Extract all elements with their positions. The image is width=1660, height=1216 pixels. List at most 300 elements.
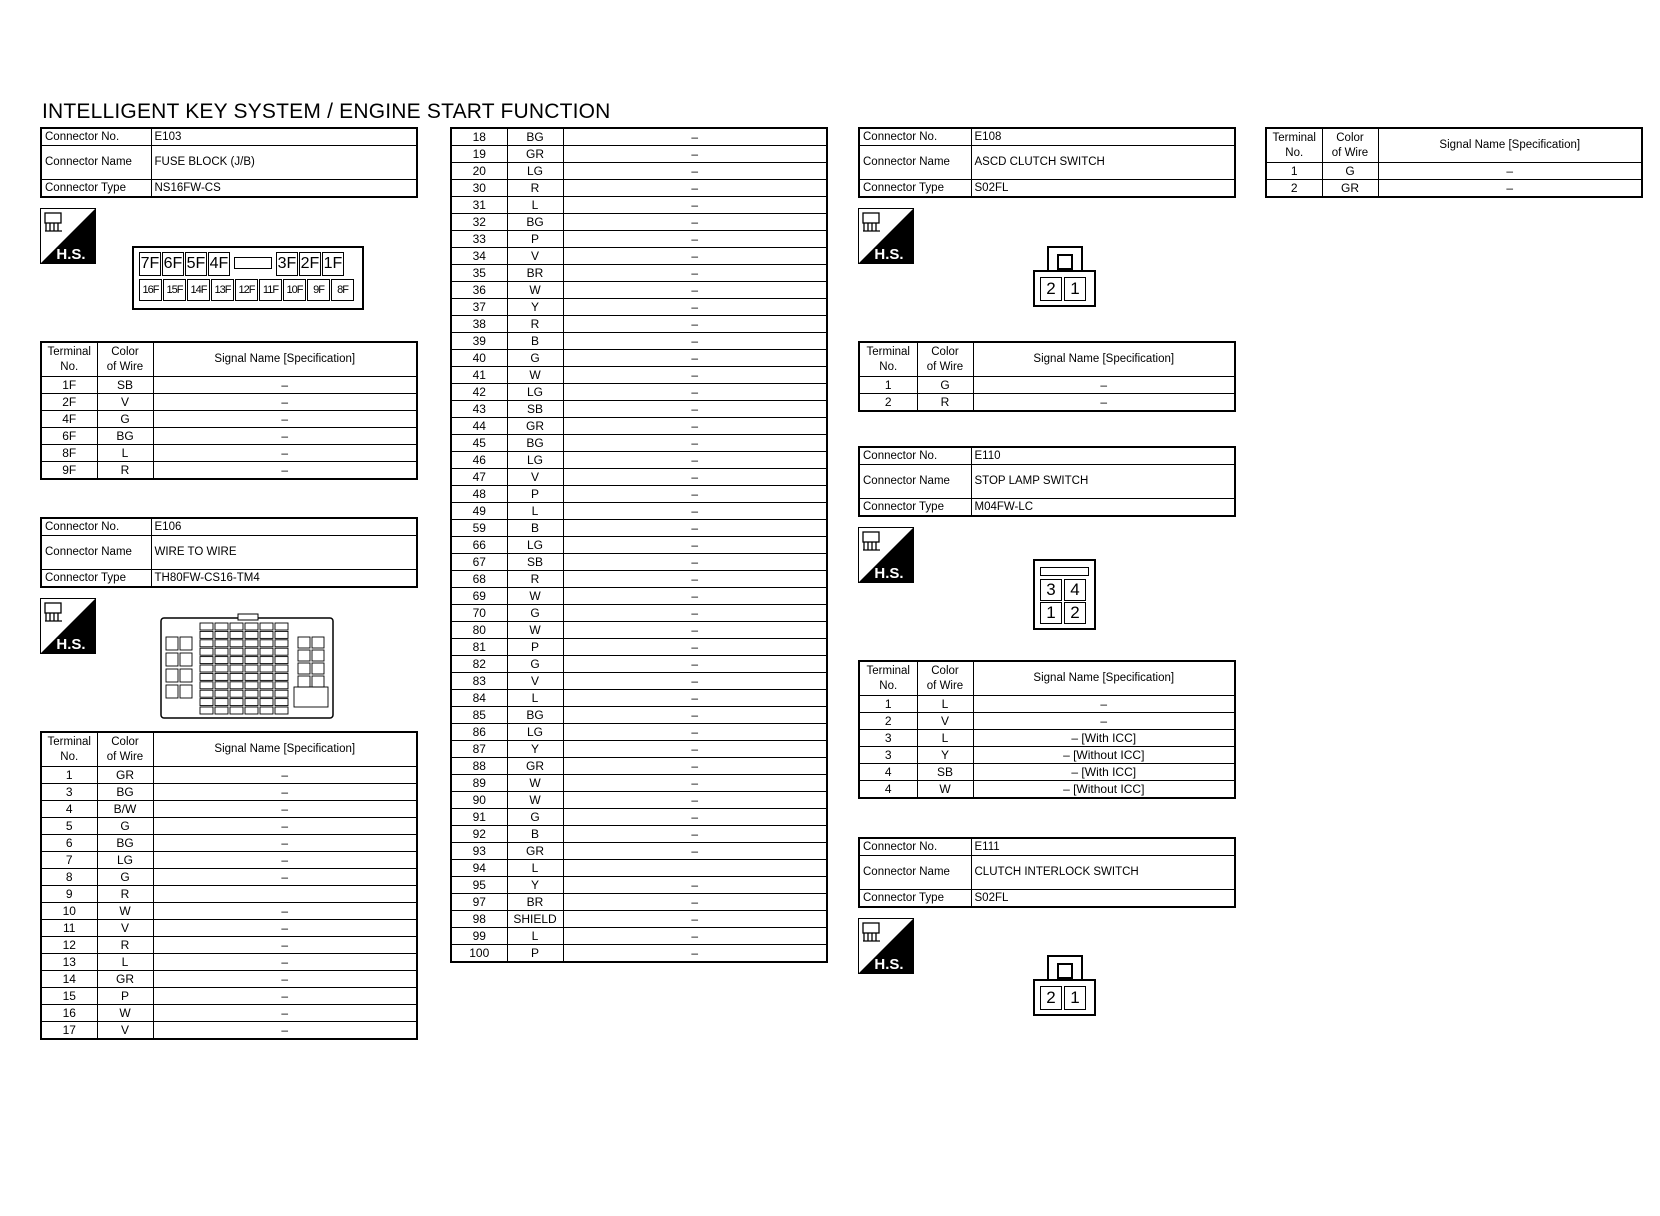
table-row — [451, 724, 827, 741]
signal-name: – — [153, 1005, 417, 1022]
terminal-no: 42 — [451, 384, 507, 401]
header-line: No. — [879, 360, 898, 373]
terminal-no-header — [1266, 128, 1322, 163]
hs-connector-icon — [858, 527, 914, 583]
terminal-no: 89 — [451, 775, 507, 792]
table-row — [41, 1005, 417, 1022]
header-line: of Wire — [106, 750, 144, 763]
terminal-no: 93 — [451, 843, 507, 860]
e111-header-table — [858, 837, 1236, 908]
terminal-no: 44 — [451, 418, 507, 435]
connector-name-label: Connector Name — [41, 146, 151, 180]
table-row — [451, 945, 827, 963]
wire-color: Y — [507, 741, 563, 758]
table-row — [451, 911, 827, 928]
table-row — [451, 367, 827, 384]
wire-color: LG — [507, 163, 563, 180]
table-row — [451, 894, 827, 911]
wire-color: G — [507, 605, 563, 622]
terminal-cell: 3 — [1040, 579, 1062, 601]
wire-color: GR — [97, 767, 153, 784]
header-line: No. — [879, 679, 898, 692]
wire-color: V — [507, 248, 563, 265]
terminal-no: 59 — [451, 520, 507, 537]
connector-type-label: Connector Type — [859, 890, 971, 908]
connector-type-label: Connector Type — [41, 570, 151, 588]
table-row — [451, 554, 827, 571]
table-row — [451, 316, 827, 333]
connector-name-value: FUSE BLOCK (J/B) — [151, 146, 417, 180]
signal-name: – — [153, 767, 417, 784]
signal-name: – — [563, 486, 827, 503]
wire-color: L — [97, 445, 153, 462]
terminal-no: 84 — [451, 690, 507, 707]
terminal-cell: 7F — [139, 252, 161, 276]
connector-type-label: Connector Type — [859, 499, 971, 517]
e106-terminal-table-continued — [450, 127, 828, 963]
wire-color: BG — [97, 428, 153, 445]
signal-name: – — [563, 554, 827, 571]
wire-color: SB — [917, 764, 973, 781]
signal-name: – — [563, 792, 827, 809]
table-row — [451, 673, 827, 690]
signal-name: – — [153, 869, 417, 886]
table-row — [451, 792, 827, 809]
table-row — [41, 852, 417, 869]
wire-color: BG — [97, 835, 153, 852]
wire-color: V — [917, 713, 973, 730]
table-row — [451, 605, 827, 622]
signal-name: – — [563, 639, 827, 656]
terminal-no: 69 — [451, 588, 507, 605]
signal-name: – [With ICC] — [973, 764, 1235, 781]
terminal-no: 10 — [41, 903, 97, 920]
table-row — [451, 656, 827, 673]
terminal-cell: 13F — [211, 279, 234, 301]
e110-header-table — [858, 446, 1236, 517]
table-row — [859, 377, 1235, 394]
signal-name: – — [153, 920, 417, 937]
signal-name: – — [153, 852, 417, 869]
table-row — [41, 428, 417, 445]
connector-no-label: Connector No. — [41, 128, 151, 146]
terminal-no: 94 — [451, 860, 507, 877]
signal-name-header: Signal Name [Specification] — [153, 342, 417, 377]
table-row — [451, 265, 827, 282]
table-row — [451, 928, 827, 945]
connector-type-value: TH80FW-CS16-TM4 — [151, 570, 417, 588]
wire-color: B — [507, 333, 563, 350]
table-header-row — [41, 342, 417, 377]
wire-color: R — [507, 180, 563, 197]
terminal-cell: 2 — [1040, 986, 1062, 1010]
wire-color: LG — [507, 537, 563, 554]
connector-name-label: Connector Name — [859, 465, 971, 499]
wire-color: Y — [507, 299, 563, 316]
terminal-no: 4 — [41, 801, 97, 818]
wire-color: L — [917, 730, 973, 747]
header-line: Color — [1336, 131, 1364, 144]
wire-color: B — [507, 826, 563, 843]
connector-no-label: Connector No. — [859, 447, 971, 465]
table-row — [1266, 180, 1642, 198]
wire-color: W — [507, 775, 563, 792]
signal-name-header: Signal Name [Specification] — [153, 732, 417, 767]
signal-name: – — [153, 784, 417, 801]
table-row — [451, 537, 827, 554]
terminal-cell: 11F — [259, 279, 282, 301]
table-row — [451, 486, 827, 503]
signal-name: – — [153, 411, 417, 428]
table-row — [41, 462, 417, 480]
signal-name: – — [563, 128, 827, 146]
signal-name: – [Without ICC] — [973, 747, 1235, 764]
table-row — [859, 696, 1235, 713]
connector-name-value: WIRE TO WIRE — [151, 536, 417, 570]
terminal-no: 5 — [41, 818, 97, 835]
connector-no-value: E108 — [971, 128, 1235, 146]
wire-color: Y — [507, 877, 563, 894]
wire-color: BG — [507, 707, 563, 724]
table-row — [451, 843, 827, 860]
wire-color: G — [507, 656, 563, 673]
terminal-no: 31 — [451, 197, 507, 214]
signal-name: – — [563, 826, 827, 843]
terminal-cell: 4F — [208, 252, 230, 276]
terminal-no: 3 — [41, 784, 97, 801]
signal-name: – — [563, 299, 827, 316]
table-row — [451, 639, 827, 656]
table-row — [41, 377, 417, 394]
terminal-no: 37 — [451, 299, 507, 316]
signal-name: – [Without ICC] — [973, 781, 1235, 799]
signal-name: – — [153, 394, 417, 411]
wire-color: G — [917, 377, 973, 394]
terminal-no: 15 — [41, 988, 97, 1005]
signal-name: – — [563, 673, 827, 690]
signal-name: – — [563, 231, 827, 248]
hs-label: H.S. — [874, 956, 904, 973]
signal-name-header: Signal Name [Specification] — [973, 342, 1235, 377]
table-header-row — [41, 732, 417, 767]
signal-name — [563, 860, 827, 877]
wire-color: L — [507, 928, 563, 945]
connector-type-label: Connector Type — [859, 180, 971, 198]
signal-name: – — [563, 248, 827, 265]
terminal-cell: 6F — [162, 252, 184, 276]
table-row — [451, 503, 827, 520]
table-row — [41, 954, 417, 971]
wire-color: Y — [917, 747, 973, 764]
terminal-no: 34 — [451, 248, 507, 265]
wire-color: GR — [97, 971, 153, 988]
wire-color: GR — [507, 146, 563, 163]
terminal-no: 16 — [41, 1005, 97, 1022]
signal-name: – — [563, 877, 827, 894]
table-row — [451, 758, 827, 775]
wire-color: L — [97, 954, 153, 971]
table-row — [451, 775, 827, 792]
hs-label: H.S. — [874, 246, 904, 263]
table-row — [41, 971, 417, 988]
signal-name: – — [563, 945, 827, 963]
color-of-wire-header — [917, 661, 973, 696]
color-of-wire-header — [97, 732, 153, 767]
wire-color: G — [97, 818, 153, 835]
table-row — [451, 146, 827, 163]
terminal-no: 19 — [451, 146, 507, 163]
header-line: Color — [931, 345, 959, 358]
connector-type-value: S02FL — [971, 180, 1235, 198]
wire-color: V — [507, 673, 563, 690]
terminal-cell: 15F — [163, 279, 186, 301]
wire-color: V — [507, 469, 563, 486]
empty-slot — [231, 252, 273, 274]
wire-color: R — [507, 316, 563, 333]
table-row — [451, 741, 827, 758]
table-row — [41, 818, 417, 835]
table-row — [451, 520, 827, 537]
table-row — [41, 869, 417, 886]
terminal-no: 1 — [859, 696, 917, 713]
wire-color: BG — [507, 214, 563, 231]
signal-name: – — [563, 418, 827, 435]
terminal-no: 82 — [451, 656, 507, 673]
terminal-no: 2 — [1266, 180, 1322, 198]
signal-name: – — [153, 428, 417, 445]
table-row — [451, 877, 827, 894]
terminal-cell: 1F — [322, 252, 344, 276]
table-row — [451, 180, 827, 197]
e110-terminal-table — [858, 660, 1236, 799]
signal-name: – — [563, 724, 827, 741]
signal-name: – — [153, 903, 417, 920]
terminal-no: 32 — [451, 214, 507, 231]
terminal-no: 45 — [451, 435, 507, 452]
wire-color: LG — [97, 852, 153, 869]
connector-type-value: S02FL — [971, 890, 1235, 908]
connector-no-value: E110 — [971, 447, 1235, 465]
table-row — [451, 469, 827, 486]
signal-name: – — [563, 197, 827, 214]
terminal-cell: 16F — [139, 279, 162, 301]
signal-name: – — [563, 384, 827, 401]
wire-color: G — [97, 869, 153, 886]
wire-color: BR — [507, 265, 563, 282]
signal-name: – — [563, 503, 827, 520]
hs-label: H.S. — [56, 246, 86, 263]
header-line: Color — [931, 664, 959, 677]
table-row — [41, 920, 417, 937]
hs-label: H.S. — [56, 636, 86, 653]
signal-name: – — [153, 462, 417, 480]
e111-terminal-table — [1265, 127, 1643, 198]
terminal-cell: 8F — [331, 279, 354, 301]
signal-name: – — [563, 180, 827, 197]
wire-color: W — [507, 622, 563, 639]
wire-color: R — [97, 462, 153, 480]
table-row — [451, 231, 827, 248]
signal-name: – — [563, 333, 827, 350]
table-row — [451, 214, 827, 231]
signal-name: – — [563, 775, 827, 792]
wire-color: LG — [507, 724, 563, 741]
terminal-no: 18 — [451, 128, 507, 146]
color-of-wire-header — [97, 342, 153, 377]
signal-name: – — [563, 571, 827, 588]
table-row — [859, 394, 1235, 412]
signal-name: – — [563, 146, 827, 163]
signal-name: – — [973, 696, 1235, 713]
table-row — [451, 571, 827, 588]
signal-name: – — [563, 707, 827, 724]
signal-name: – — [563, 537, 827, 554]
terminal-no: 88 — [451, 758, 507, 775]
signal-name: – — [153, 445, 417, 462]
page-title: INTELLIGENT KEY SYSTEM / ENGINE START FUNCTION — [42, 100, 611, 123]
table-row — [859, 730, 1235, 747]
terminal-cell: 9F — [307, 279, 330, 301]
table-row — [451, 588, 827, 605]
hs-connector-icon — [40, 208, 96, 264]
wire-color: B — [507, 520, 563, 537]
signal-name: – — [563, 401, 827, 418]
terminal-no: 3 — [859, 730, 917, 747]
connector-no-label: Connector No. — [41, 518, 151, 536]
terminal-no: 36 — [451, 282, 507, 299]
terminal-no: 4 — [859, 781, 917, 799]
signal-name-header: Signal Name [Specification] — [973, 661, 1235, 696]
table-row — [41, 784, 417, 801]
connector-name-value: CLUTCH INTERLOCK SWITCH — [971, 856, 1235, 890]
table-row — [1266, 163, 1642, 180]
terminal-no: 6F — [41, 428, 97, 445]
wire-color: P — [97, 988, 153, 1005]
terminal-no: 39 — [451, 333, 507, 350]
connector-type-label: Connector Type — [41, 180, 151, 198]
wire-color: W — [507, 792, 563, 809]
table-header-row — [1266, 128, 1642, 163]
terminal-no-header — [41, 732, 97, 767]
terminal-no: 6 — [41, 835, 97, 852]
terminal-no: 86 — [451, 724, 507, 741]
terminal-no: 80 — [451, 622, 507, 639]
hs-connector-icon — [858, 918, 914, 974]
table-row — [451, 401, 827, 418]
table-row — [451, 248, 827, 265]
terminal-no: 1F — [41, 377, 97, 394]
terminal-no: 98 — [451, 911, 507, 928]
e111-connector-face — [1033, 955, 1097, 1017]
table-row — [41, 937, 417, 954]
signal-name: – — [563, 588, 827, 605]
terminal-no: 83 — [451, 673, 507, 690]
terminal-no: 46 — [451, 452, 507, 469]
signal-name: – — [563, 282, 827, 299]
table-row — [859, 764, 1235, 781]
connector-name-value: STOP LAMP SWITCH — [971, 465, 1235, 499]
signal-name: – — [563, 469, 827, 486]
table-row — [451, 163, 827, 180]
e103-connector-face — [132, 246, 364, 310]
wire-color: GR — [507, 418, 563, 435]
signal-name: – — [153, 835, 417, 852]
terminal-no: 17 — [41, 1022, 97, 1040]
table-row — [451, 707, 827, 724]
wire-color: L — [507, 503, 563, 520]
table-row — [451, 418, 827, 435]
terminal-no: 40 — [451, 350, 507, 367]
terminal-cell: 4 — [1064, 579, 1086, 601]
signal-name: – — [563, 452, 827, 469]
terminal-no: 47 — [451, 469, 507, 486]
table-row — [41, 411, 417, 428]
wire-color: SB — [97, 377, 153, 394]
wire-color: BR — [507, 894, 563, 911]
color-of-wire-header — [917, 342, 973, 377]
wire-color: W — [917, 781, 973, 799]
wire-color: W — [507, 367, 563, 384]
wire-color: G — [507, 350, 563, 367]
table-row — [451, 384, 827, 401]
signal-name: – — [563, 911, 827, 928]
wire-color: W — [97, 903, 153, 920]
table-row — [451, 435, 827, 452]
header-line: Terminal — [866, 664, 910, 677]
terminal-no: 2F — [41, 394, 97, 411]
header-line: of Wire — [1331, 146, 1369, 159]
terminal-no: 43 — [451, 401, 507, 418]
terminal-no: 12 — [41, 937, 97, 954]
connector-no-label: Connector No. — [859, 128, 971, 146]
signal-name: – — [153, 377, 417, 394]
terminal-no: 70 — [451, 605, 507, 622]
terminal-no: 35 — [451, 265, 507, 282]
table-row — [451, 809, 827, 826]
terminal-no: 95 — [451, 877, 507, 894]
wire-color: G — [507, 809, 563, 826]
terminal-no: 14 — [41, 971, 97, 988]
terminal-cell: 2F — [299, 252, 321, 276]
signal-name: – — [563, 656, 827, 673]
terminal-no: 66 — [451, 537, 507, 554]
terminal-no: 90 — [451, 792, 507, 809]
e106-header-table — [40, 517, 418, 588]
signal-name: – — [153, 954, 417, 971]
table-row — [451, 860, 827, 877]
wire-color: L — [917, 696, 973, 713]
connector-no-value: E111 — [971, 838, 1235, 856]
terminal-no: 33 — [451, 231, 507, 248]
table-row — [451, 128, 827, 146]
terminal-no: 8F — [41, 445, 97, 462]
wire-color: BG — [507, 435, 563, 452]
terminal-no: 11 — [41, 920, 97, 937]
terminal-cell: 1 — [1040, 602, 1062, 624]
wire-color: LG — [507, 384, 563, 401]
table-row — [41, 801, 417, 818]
signal-name: – — [153, 818, 417, 835]
table-row — [451, 197, 827, 214]
wire-color: R — [97, 886, 153, 903]
wire-color: V — [97, 394, 153, 411]
wire-color: L — [507, 690, 563, 707]
table-row — [41, 394, 417, 411]
signal-name: – — [153, 1022, 417, 1040]
wire-color: R — [507, 571, 563, 588]
table-row — [41, 767, 417, 784]
wire-color: GR — [507, 758, 563, 775]
